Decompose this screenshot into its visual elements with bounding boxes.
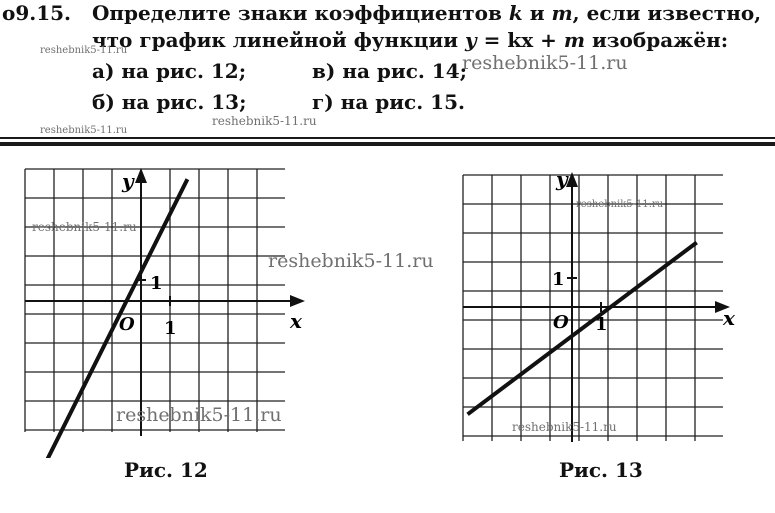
watermark-2: reshebnik5-11.ru bbox=[462, 52, 628, 74]
y-arrow-12 bbox=[135, 168, 147, 183]
figure-12-caption: Рис. 12 bbox=[124, 458, 208, 482]
watermark-8: reshebnik5-11.ru bbox=[116, 404, 282, 426]
y-label-12: y bbox=[122, 169, 134, 193]
divider-thick bbox=[0, 142, 775, 146]
task-number: o9.15. bbox=[2, 1, 72, 25]
x-tick-label-12: 1 bbox=[164, 318, 177, 339]
x-arrow-12 bbox=[290, 295, 305, 307]
watermark-1: reshebnik5-11.ru bbox=[40, 45, 128, 56]
watermark-9: reshebnik5-11.ru bbox=[512, 420, 617, 434]
y-tick-label-13: 1 bbox=[552, 269, 565, 290]
watermark-6: reshebnik5-11.ru bbox=[268, 250, 434, 272]
watermark-7: reshebnik5-11.ru bbox=[576, 199, 664, 210]
x-tick-label-13: 1 bbox=[595, 314, 608, 335]
figure-13 bbox=[455, 148, 775, 458]
task-text-line-2: что график линейной функции y = kx + m изображён: bbox=[92, 28, 729, 52]
watermark-4: reshebnik5-11.ru bbox=[212, 114, 317, 128]
x-label-13: x bbox=[723, 306, 735, 330]
option-b: б) на рис. 13; bbox=[92, 90, 247, 114]
graph-line-13 bbox=[468, 242, 697, 414]
origin-label-13: O bbox=[553, 312, 569, 333]
y-tick-label-12: 1 bbox=[150, 273, 163, 294]
divider-thin bbox=[0, 137, 775, 139]
figure-13-caption: Рис. 13 bbox=[559, 458, 643, 482]
origin-label-12: O bbox=[119, 314, 135, 335]
task-text-line-1: Определите знаки коэффициентов k и m, если известно, bbox=[92, 1, 762, 25]
watermark-5: reshebnik5-11.ru bbox=[32, 220, 137, 234]
y-arrow-13 bbox=[566, 172, 578, 187]
x-label-12: x bbox=[290, 309, 302, 333]
watermark-3: reshebnik5-11.ru bbox=[40, 125, 128, 136]
option-a: а) на рис. 12; bbox=[92, 59, 247, 83]
option-v: в) на рис. 14; bbox=[312, 59, 468, 83]
y-label-13: y bbox=[556, 167, 568, 191]
option-g: г) на рис. 15. bbox=[312, 90, 465, 114]
